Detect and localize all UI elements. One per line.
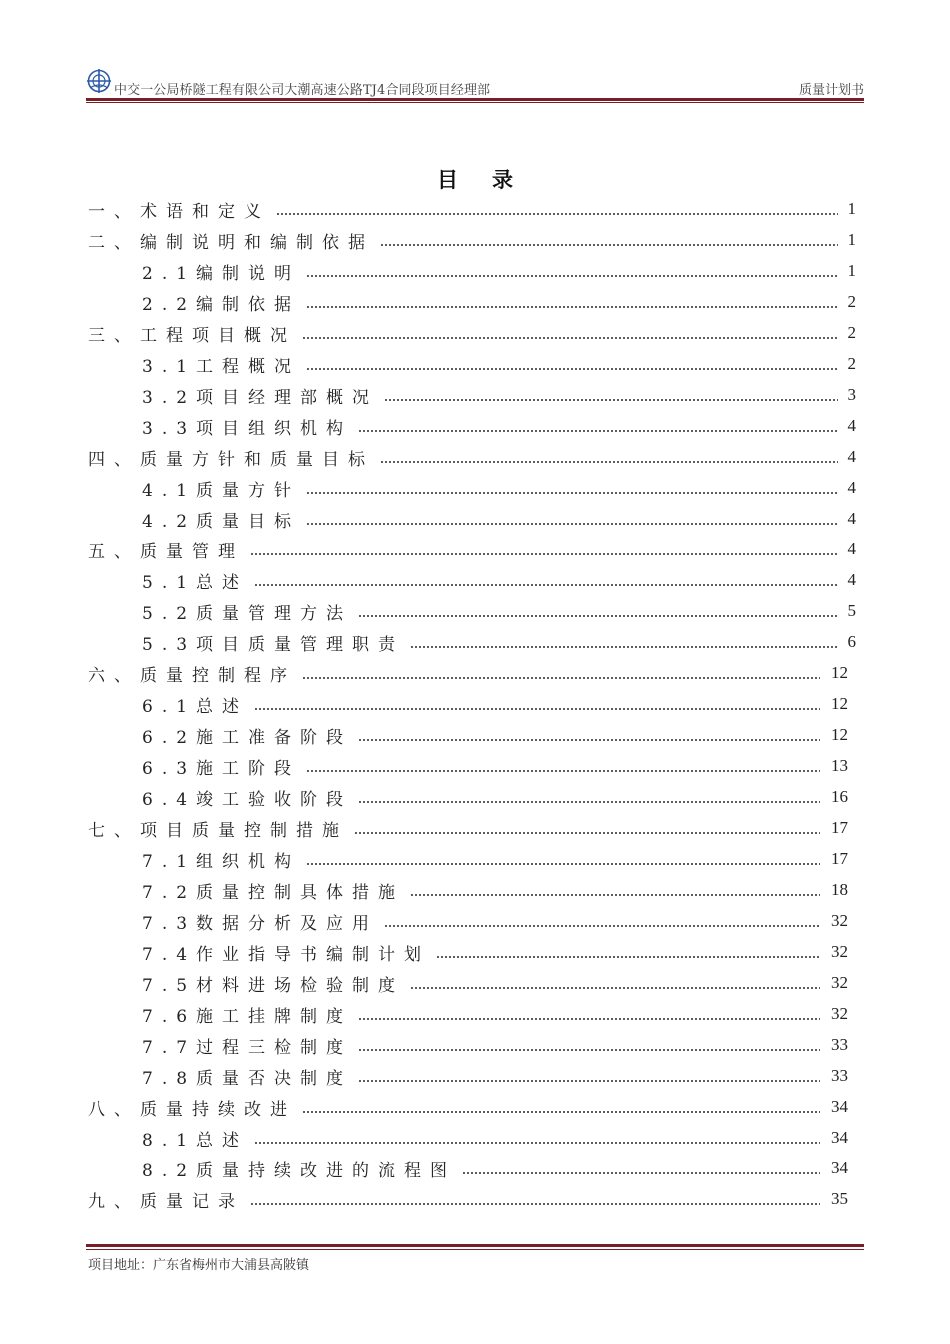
toc-entry-label: 四、质量方针和质量目标	[88, 449, 374, 470]
toc-leader-dots	[358, 738, 820, 742]
toc-entry-page: 12	[831, 725, 848, 744]
toc-entry[interactable]	[142, 753, 856, 779]
toc-entry[interactable]	[88, 196, 856, 222]
toc-leader-dots	[254, 583, 838, 587]
title-char-2: 录	[492, 167, 513, 192]
toc-entry-label: 7.2质量控制具体措施	[142, 882, 405, 903]
toc-entry[interactable]	[88, 660, 856, 686]
toc-entry-label: 4.2质量目标	[142, 511, 301, 532]
header-rule-thin	[86, 102, 864, 103]
toc-leader-dots	[254, 1141, 820, 1145]
toc-entry-page: 33	[831, 1066, 848, 1085]
toc-leader-dots	[306, 769, 820, 773]
toc-entry[interactable]	[142, 475, 856, 501]
toc-entry-page: 32	[831, 973, 848, 992]
toc-entry-page: 4	[847, 478, 856, 497]
toc-entry[interactable]	[142, 413, 856, 439]
toc-entry-label: 3.3项目组织机构	[142, 418, 353, 439]
toc-entry-label: 七、项目质量控制措施	[88, 820, 348, 841]
toc-leader-dots	[306, 367, 838, 371]
toc-entry[interactable]	[142, 598, 856, 624]
toc-entry[interactable]	[88, 444, 856, 470]
toc-leader-dots	[302, 336, 838, 340]
toc-entry[interactable]	[142, 691, 856, 717]
toc-entry[interactable]	[142, 506, 856, 532]
toc-entry-label: 7.6施工挂牌制度	[142, 1006, 353, 1027]
toc-entry[interactable]	[142, 1155, 856, 1181]
toc-entry-page: 2	[847, 323, 856, 342]
toc-entry-label: 3.2项目经理部概况	[142, 387, 379, 408]
toc-entry-label: 三、工程项目概况	[88, 325, 296, 346]
toc-entry-label: 7.5材料进场检验制度	[142, 975, 405, 996]
toc-leader-dots	[380, 460, 838, 464]
toc-leader-dots	[410, 893, 820, 897]
toc-leader-dots	[358, 1048, 820, 1052]
toc-leader-dots	[306, 305, 838, 309]
toc-entry[interactable]	[142, 258, 856, 284]
toc-entry-label: 3.1工程概况	[142, 356, 301, 377]
toc-entry-page: 17	[831, 818, 848, 837]
toc-entry[interactable]	[142, 908, 856, 934]
toc-entry-label: 4.1质量方针	[142, 480, 301, 501]
toc-entry-page: 12	[831, 694, 848, 713]
toc-entry-page: 4	[847, 570, 856, 589]
toc-entry[interactable]	[142, 351, 856, 377]
toc-entry-label: 5.1总述	[142, 572, 249, 593]
toc-entry-label: 6.1总述	[142, 696, 249, 717]
toc-leader-dots	[306, 274, 838, 278]
toc-entry-page: 1	[847, 230, 856, 249]
toc-entry-page: 17	[831, 849, 848, 868]
title-char-1: 目	[437, 167, 458, 192]
toc-entry[interactable]	[142, 1001, 856, 1027]
toc-leader-dots	[358, 614, 838, 618]
toc-entry-page: 34	[831, 1128, 848, 1147]
toc-entry-label: 7.7过程三检制度	[142, 1037, 353, 1058]
footer-rule-thin	[86, 1249, 864, 1250]
toc-entry-page: 6	[847, 632, 856, 651]
toc-entry[interactable]	[142, 289, 856, 315]
toc-entry-label: 六、质量控制程序	[88, 665, 296, 686]
toc-leader-dots	[380, 243, 838, 247]
toc-entry[interactable]	[142, 846, 856, 872]
toc-entry-page: 4	[847, 416, 856, 435]
toc-entry-label: 7.4作业指导书编制计划	[142, 944, 431, 965]
toc-entry-label: 2.2编制依据	[142, 294, 301, 315]
toc-entry-page: 2	[847, 354, 856, 373]
toc-entry-label: 5.3项目质量管理职责	[142, 634, 405, 655]
toc-entry-label: 7.1组织机构	[142, 851, 301, 872]
toc-entry-page: 35	[831, 1189, 848, 1208]
toc-leader-dots	[384, 924, 820, 928]
toc-entry[interactable]	[142, 382, 856, 408]
toc-leader-dots	[358, 800, 820, 804]
toc-leader-dots	[358, 1017, 820, 1021]
toc-entry-page: 18	[831, 880, 848, 899]
toc-leader-dots	[250, 1202, 820, 1206]
toc-entry-label: 7.3数据分析及应用	[142, 913, 379, 934]
footer-rule-thick	[86, 1244, 864, 1247]
toc-leader-dots	[354, 831, 820, 835]
toc-entry-label: 九、质量记录	[88, 1191, 244, 1212]
toc-entry-label: 五、质量管理	[88, 541, 244, 562]
toc-entry[interactable]	[142, 1063, 856, 1089]
toc-entry-label: 8.2质量持续改进的流程图	[142, 1160, 457, 1181]
toc-entry-label: 7.8质量否决制度	[142, 1068, 353, 1089]
toc-entry-label: 6.2施工准备阶段	[142, 727, 353, 748]
toc-entry[interactable]	[142, 567, 856, 593]
toc-entry-page: 34	[831, 1097, 848, 1116]
toc-entry[interactable]	[142, 877, 856, 903]
toc-entry[interactable]	[88, 320, 856, 346]
toc-entry-label: 二、编制说明和编制依据	[88, 232, 374, 253]
toc-leader-dots	[358, 429, 838, 433]
toc-entry-label: 一、术语和定义	[88, 201, 270, 222]
toc-leader-dots	[358, 1079, 820, 1083]
toc-entry-page: 32	[831, 942, 848, 961]
toc-leader-dots	[302, 1110, 820, 1114]
toc-entry-page: 32	[831, 1004, 848, 1023]
toc-leader-dots	[462, 1171, 820, 1175]
toc-entry[interactable]	[88, 815, 856, 841]
document-name: 质量计划书	[798, 83, 864, 98]
toc-entry-page: 32	[831, 911, 848, 930]
toc-entry-page: 16	[831, 787, 848, 806]
toc-entry[interactable]	[142, 970, 856, 996]
toc-entry-label: 8.1总述	[142, 1130, 249, 1151]
toc-entry-label: 6.4竣工验收阶段	[142, 789, 353, 810]
page-title	[0, 164, 950, 194]
toc-entry[interactable]	[142, 1125, 856, 1151]
toc-entry-page: 12	[831, 663, 848, 682]
toc-entry-label: 6.3施工阶段	[142, 758, 301, 779]
toc-entry[interactable]	[142, 722, 856, 748]
toc-entry-page: 4	[847, 447, 856, 466]
toc-leader-dots	[436, 955, 820, 959]
toc-entry-page: 1	[847, 261, 856, 280]
toc-entry-page: 13	[831, 756, 848, 775]
toc-entry-page: 34	[831, 1158, 848, 1177]
toc-leader-dots	[306, 491, 838, 495]
toc-leader-dots	[276, 212, 838, 216]
toc-leader-dots	[302, 676, 820, 680]
toc-leader-dots	[410, 986, 820, 990]
toc-entry[interactable]	[142, 1032, 856, 1058]
toc-entry-label: 八、质量持续改进	[88, 1099, 296, 1120]
toc-leader-dots	[306, 522, 838, 526]
toc-leader-dots	[250, 552, 838, 556]
toc-entry[interactable]	[88, 536, 856, 562]
company-logo-icon	[86, 68, 112, 94]
toc-entry-page: 5	[847, 601, 856, 620]
toc-entry-page: 1	[847, 199, 856, 218]
toc-entry-page: 3	[847, 385, 856, 404]
toc-entry[interactable]	[142, 629, 856, 655]
toc-entry-page: 33	[831, 1035, 848, 1054]
toc-leader-dots	[306, 862, 820, 866]
toc-entry[interactable]	[142, 784, 856, 810]
toc-entry-label: 5.2质量管理方法	[142, 603, 353, 624]
project-address: 项目地址：广东省梅州市大浦县高陂镇	[88, 1258, 310, 1273]
header-rule-thick	[86, 98, 864, 101]
company-name: 中交一公局桥隧工程有限公司大潮高速公路TJ4合同段项目经理部	[114, 83, 491, 98]
toc-entry[interactable]	[88, 1094, 856, 1120]
toc-leader-dots	[410, 645, 838, 649]
toc-leader-dots	[254, 707, 820, 711]
toc-entry-page: 4	[847, 539, 856, 558]
toc-entry-label: 2.1编制说明	[142, 263, 301, 284]
toc-entry[interactable]	[88, 227, 856, 253]
toc-entry[interactable]	[88, 1186, 856, 1212]
toc-entry[interactable]	[142, 939, 856, 965]
toc-entry-page: 2	[847, 292, 856, 311]
toc-entry-page: 4	[847, 509, 856, 528]
toc-leader-dots	[384, 398, 838, 402]
